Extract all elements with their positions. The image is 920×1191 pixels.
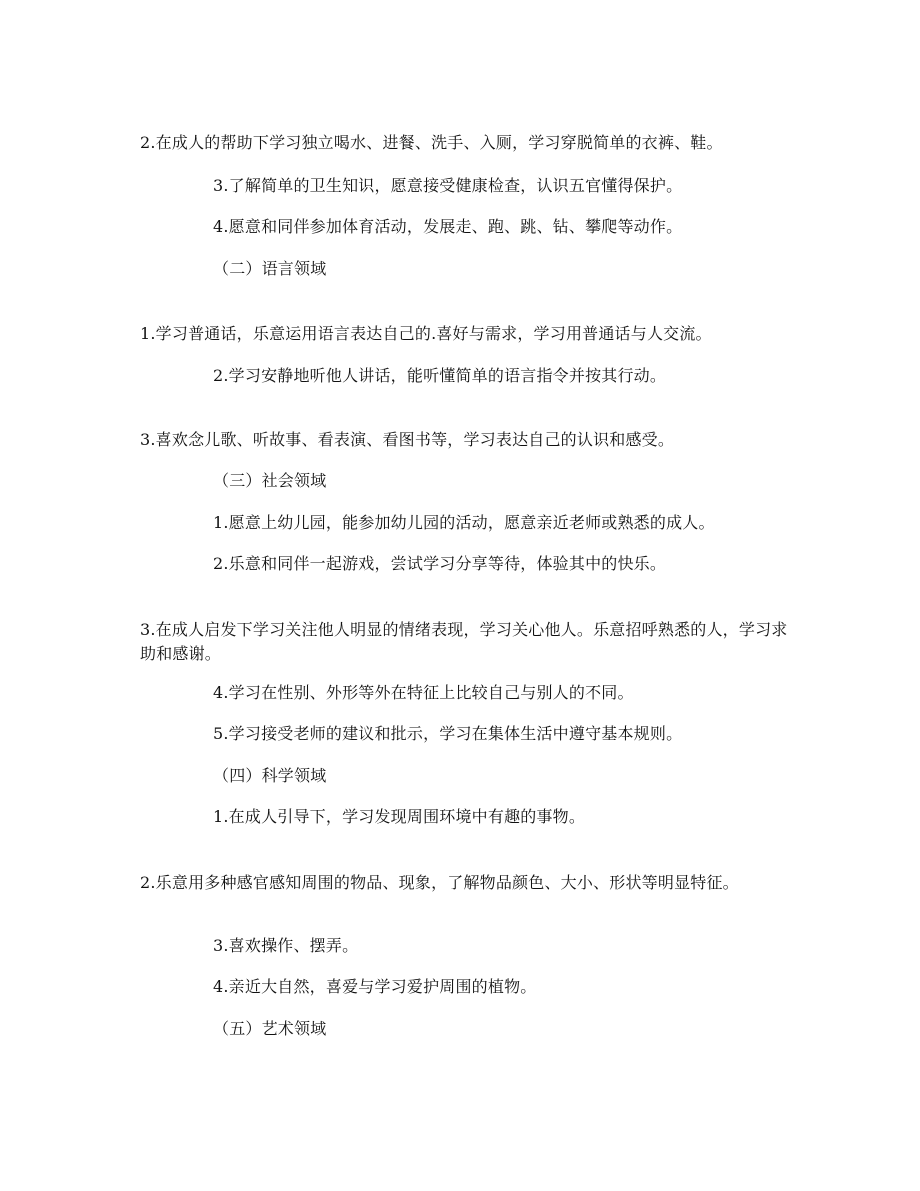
social-goal-5: 5.学习接受老师的建议和批示，学习在集体生活中遵守基本规则。 — [213, 724, 683, 743]
science-goal-1: 1.在成人引导下，学习发现周围环境中有趣的事物。 — [213, 807, 586, 826]
social-goal-1: 1.愿意上幼儿园，能参加幼儿园的活动，愿意亲近老师或熟悉的成人。 — [213, 513, 715, 532]
section-heading-art: （五）艺术领域 — [213, 1019, 327, 1038]
section-heading-language: （二）语言领域 — [213, 259, 327, 278]
language-goal-3: 3.喜欢念儿歌、听故事、看表演、看图书等，学习表达自己的认识和感受。 — [140, 430, 675, 449]
science-goal-4: 4.亲近大自然，喜爱与学习爱护周围的植物。 — [213, 977, 537, 996]
health-goal-4: 4.愿意和同伴参加体育活动，发展走、跑、跳、钻、攀爬等动作。 — [213, 217, 683, 236]
section-heading-science: （四）科学领域 — [213, 766, 327, 785]
health-goal-3: 3.了解简单的卫生知识，愿意接受健康检查，认识五官懂得保护。 — [213, 176, 683, 195]
health-goal-2: 2.在成人的帮助下学习独立喝水、进餐、洗手、入厕，学习穿脱简单的衣裤、鞋。 — [140, 133, 723, 152]
social-goal-2: 2.乐意和同伴一起游戏，尝试学习分享等待，体验其中的快乐。 — [213, 554, 667, 573]
social-goal-4: 4.学习在性别、外形等外在特征上比较自己与别人的不同。 — [213, 683, 634, 702]
science-goal-3: 3.喜欢操作、摆弄。 — [213, 936, 359, 955]
social-goal-3: 3.在成人启发下学习关注他人明显的情绪表现，学习关心他人。乐意招呼熟悉的人，学习求助和感谢。 — [140, 620, 788, 663]
language-goal-2: 2.学习安静地听他人讲话，能听懂简单的语言指令并按其行动。 — [213, 366, 667, 385]
language-goal-1: 1.学习普通话，乐意运用语言表达自己的.喜好与需求，学习用普通话与人交流。 — [140, 324, 712, 343]
section-heading-social: （三）社会领域 — [213, 471, 327, 490]
science-goal-2: 2.乐意用多种感官感知周围的物品、现象，了解物品颜色、大小、形状等明显特征。 — [140, 873, 739, 892]
